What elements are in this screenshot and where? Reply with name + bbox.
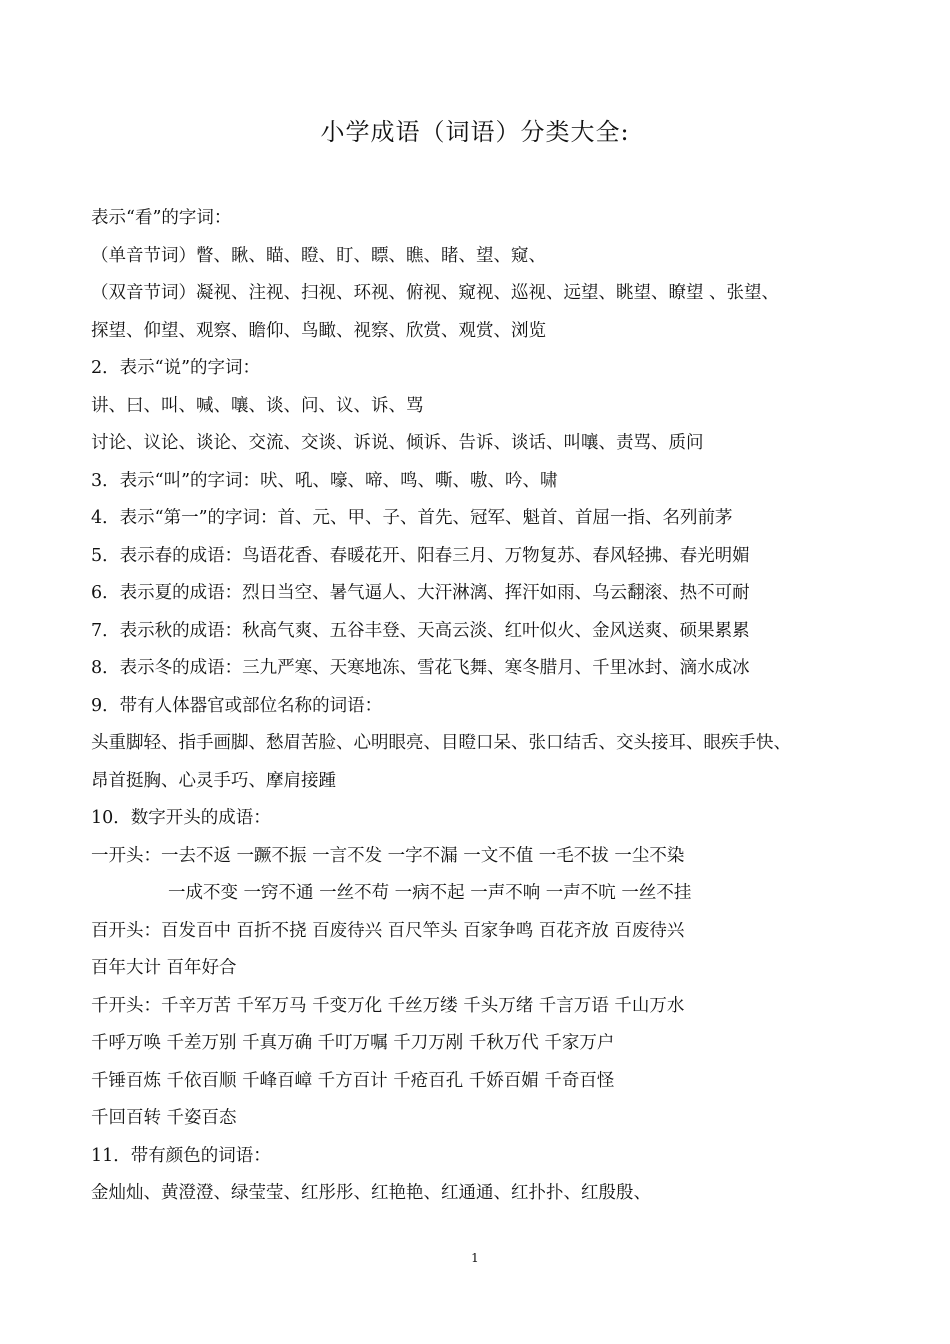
text-line: 百年大计 百年好合 <box>91 958 237 978</box>
section-heading-first: 4．表示“第一”的字词：首、元、甲、子、首先、冠军、魁首、首屈一指、名列前茅 <box>91 508 733 528</box>
section-heading-look: 表示“看”的字词： <box>91 208 232 228</box>
section-heading-call: 3．表示“叫”的字词：吠、吼、嚎、啼、鸣、嘶、嗷、吟、啸 <box>91 470 558 491</box>
text-line: 一开头：一去不返 一蹶不振 一言不发 一字不漏 一文不值 一毛不拔 一尘不染 <box>91 845 685 866</box>
page-number: 1 <box>471 1251 479 1265</box>
section-heading-numbers: 10．数字开头的成语： <box>91 808 271 828</box>
section-heading-summer: 6．表示夏的成语：烈日当空、暑气逼人、大汗淋漓、挥汗如雨、乌云翻滚、热不可耐 <box>91 583 750 603</box>
text-line: 头重脚轻、指手画脚、愁眉苦脸、心明眼亮、目瞪口呆、张口结舌、交头接耳、眼疾手快、 <box>91 733 791 753</box>
page-title: 小学成语（词语）分类大全: <box>320 118 630 146</box>
text-line: 金灿灿、黄澄澄、绿莹莹、红彤彤、红艳艳、红通通、红扑扑、红殷殷、 <box>91 1183 651 1203</box>
section-heading-body-parts: 9．带有人体器官或部位名称的词语： <box>91 695 383 716</box>
section-heading-autumn: 7．表示秋的成语：秋高气爽、五谷丰登、天高云淡、红叶似火、金风送爽、硕果累累 <box>91 620 750 641</box>
text-line: 千开头：千辛万苦 千军万马 千变万化 千丝万缕 千头万绪 千言万语 千山万水 <box>91 995 685 1016</box>
text-line: 千锤百炼 千依百顺 千峰百嶂 千方百计 千疮百孔 千娇百媚 千奇百怪 <box>91 1070 615 1091</box>
text-line: 百开头：百发百中 百折不挠 百废待兴 百尺竿头 百家争鸣 百花齐放 百废待兴 <box>91 920 685 941</box>
text-line: 千回百转 千姿百态 <box>91 1108 237 1128</box>
text-line: 讨论、议论、谈论、交流、交谈、诉说、倾诉、告诉、谈话、叫嚷、责骂、质问 <box>91 433 704 453</box>
section-heading-colors: 11．带有颜色的词语： <box>91 1145 271 1166</box>
text-line: （双音节词）凝视、注视、扫视、环视、俯视、窥视、巡视、远望、眺望、瞭望 、张望、 <box>91 283 780 303</box>
text-line: 千呼万唤 千差万别 千真万确 千叮万嘱 千刀万剐 千秋万代 千家万户 <box>91 1033 615 1053</box>
section-heading-spring: 5．表示春的成语：鸟语花香、春暖花开、阳春三月、万物复苏、春风轻拂、春光明媚 <box>91 545 750 566</box>
section-heading-say: 2．表示“说”的字词： <box>91 358 261 378</box>
section-heading-winter: 8．表示冬的成语：三九严寒、天寒地冻、雪花飞舞、寒冬腊月、千里冰封、滴水成冰 <box>91 658 750 678</box>
text-line: 讲、曰、叫、喊、嚷、谈、问、议、诉、骂 <box>91 395 424 416</box>
document-body <box>91 200 891 1213</box>
text-line-indented: 一成不变 一窍不通 一丝不苟 一病不起 一声不响 一声不吭 一丝不挂 <box>168 883 692 903</box>
text-line: 探望、仰望、观察、瞻仰、鸟瞰、视察、欣赏、观赏、浏览 <box>91 320 546 341</box>
text-line: 昂首挺胸、心灵手巧、摩肩接踵 <box>91 770 336 791</box>
text-line: （单音节词）瞥、瞅、瞄、瞪、盯、瞟、瞧、睹、望、窥、 <box>91 245 546 266</box>
